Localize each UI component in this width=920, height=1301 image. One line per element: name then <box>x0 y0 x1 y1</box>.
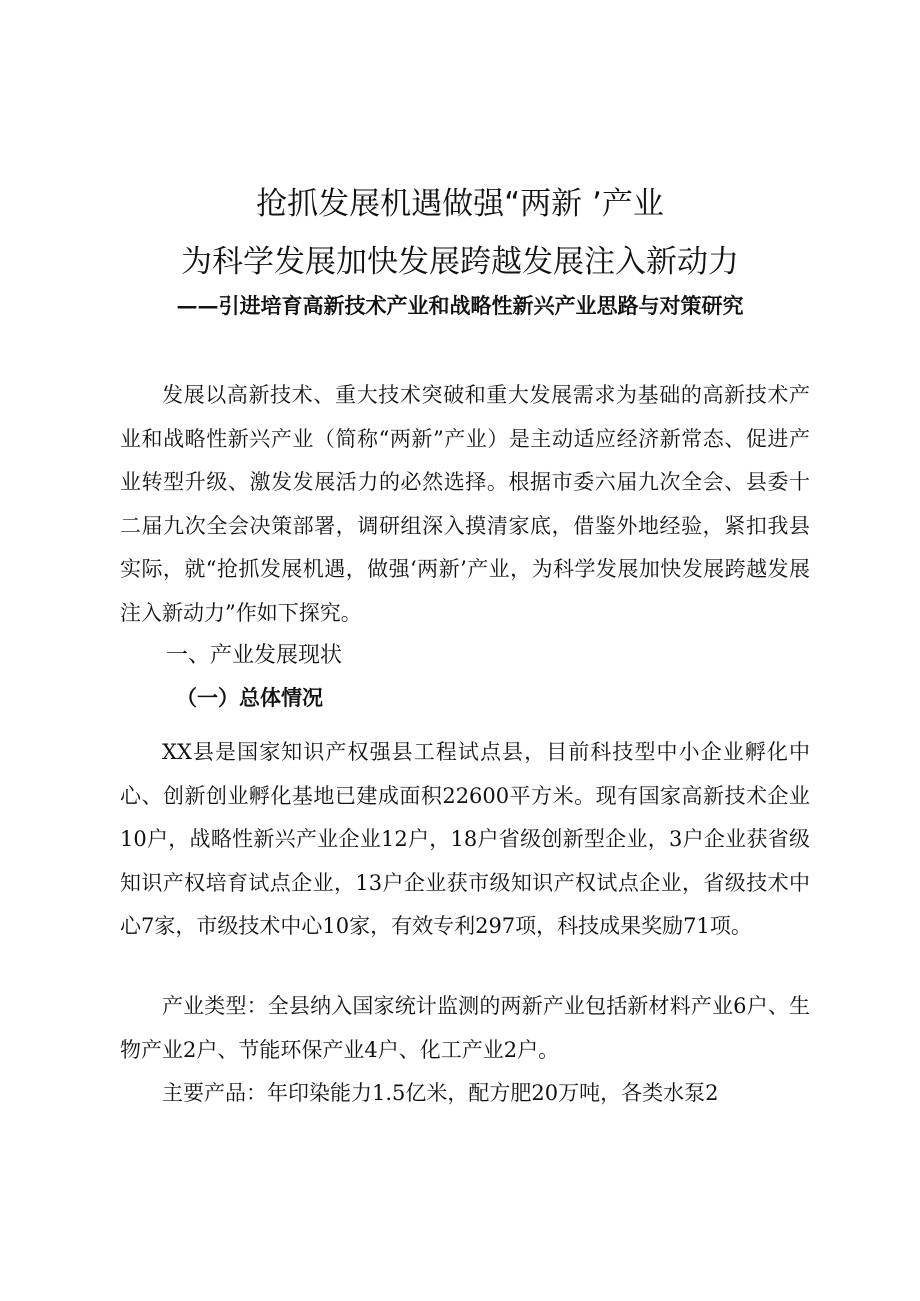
document-title-line-2: 为科学发展加快发展跨越发展注入新动力 <box>181 244 739 280</box>
main-products-paragraph: 主要产品：年印染能力1.5亿米，配方肥20万吨，各类水泵2 <box>162 1081 719 1105</box>
industry-types-paragraph: 产业类型：全县纳入国家统计监测的两新产业包括新材料产业6户、生物产业2户、节能环保产业4户、化工产业2户。 <box>120 994 810 1062</box>
overview-paragraph: XX县是国家知识产权强县工程试点县，目前科技型中小企业孵化中心、创新创业孵化基地已建成面积22600平方米。现有国家高新技术企业10户，战略性新兴产业企业12户，18户省级创新型企业，3户企业获省级知识产权培育试点企业，13户企业获市级知识产权试点企业，省级技术中心7家，市级技术中心10家，有效专利297项，科技成果奖励71项。 <box>120 740 810 938</box>
document-title-line-1: 抢抓发展机遇做强“两新 ’产业 <box>256 186 664 222</box>
intro-paragraph: 发展以高新技术、重大技术突破和重大发展需求为基础的高新技术产业和战略性新兴产业（简称“两新”产业）是主动适应经济新常态、促进产业转型升级、激发发展活力的必然选择。根据市委六届九次全会、县委十二届九次全会决策部署，调研组深入摸清家底，借鉴外地经验，紧扣我县实际，就“抢抓发展机遇，做强‘两新’产业，为科学发展加快发展跨越发展注入新动力”作如下探究。 <box>120 383 810 625</box>
document-subtitle: ——引进培育高新技术产业和战略性新兴产业思路与对策研究 <box>176 293 744 318</box>
subsection-heading: （一）总体情况 <box>176 685 323 710</box>
section-heading: 一、产业发展现状 <box>166 643 343 668</box>
